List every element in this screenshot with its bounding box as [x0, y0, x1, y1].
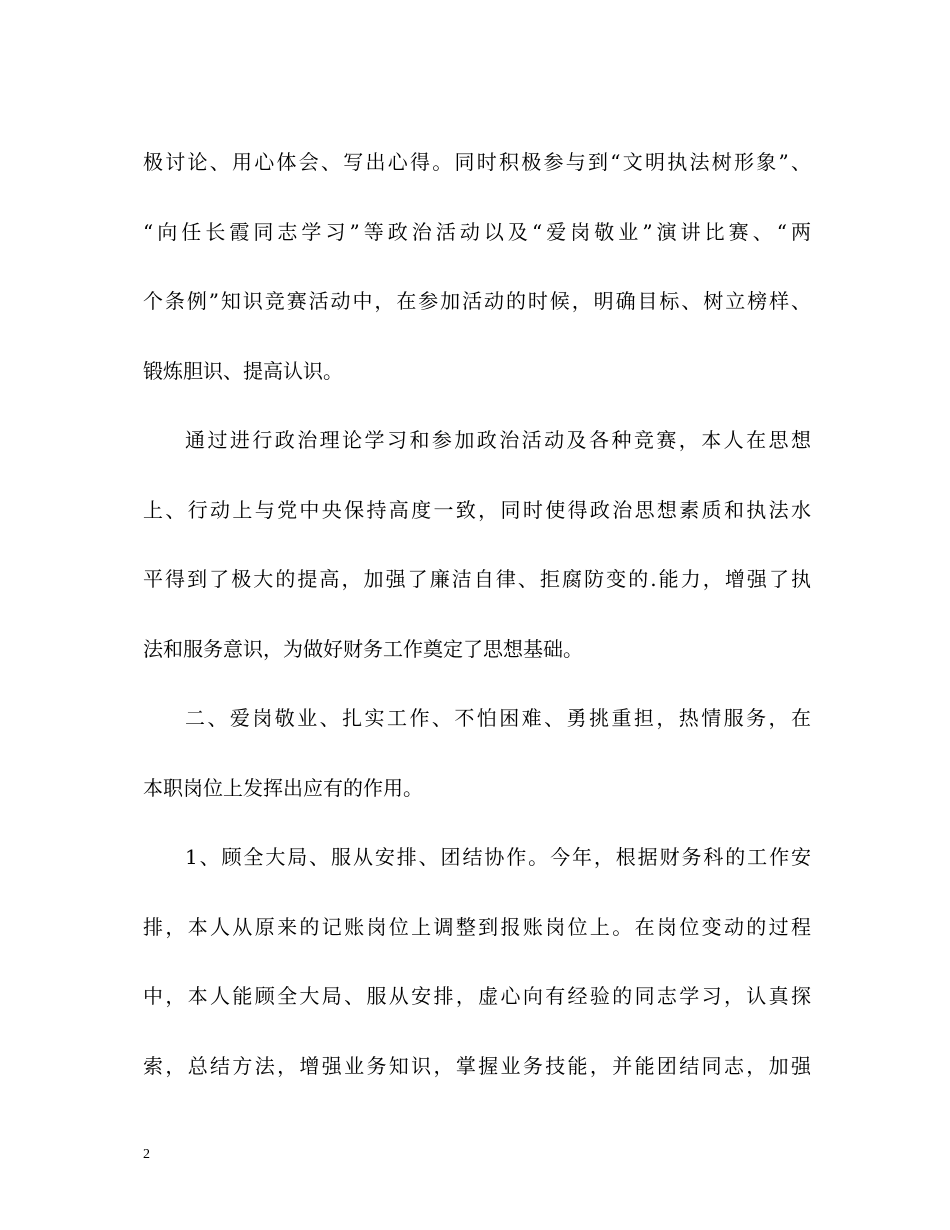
text-line: 索，总结方法，增强业务知识，掌握业务技能，并能团结同志，加强	[143, 1053, 811, 1078]
page-number: 2	[143, 1147, 150, 1162]
text-line: 极讨论、用心体会、写出心得。同时积极参与到“文明执法树形象”、	[143, 150, 811, 174]
text-line: 上、行动上与党中央保持高度一致，同时使得政治思想素质和执法水	[143, 497, 811, 522]
document-body	[143, 140, 811, 1113]
text-line: 锻炼胆识、提高认识。	[143, 358, 343, 383]
text-line: “向任长霞同志学习”等政治活动以及“爱岗敬业”演讲比赛、“两	[143, 219, 811, 244]
text-line: 个条例”知识竞赛活动中，在参加活动的时候，明确目标、树立榜样、	[143, 289, 811, 313]
paragraph-first-line: 通过进行政治理论学习和参加政治活动及各种竞赛，本人在思想	[185, 428, 811, 452]
paragraph-first-line: 1、顾全大局、服从安排、团结协作。今年，根据财务科的工作安	[185, 845, 811, 869]
text-line: 平得到了极大的提高，加强了廉洁自律、拒腐防变的.能力，增强了执	[143, 567, 811, 591]
text-line: 排，本人从原来的记账岗位上调整到报账岗位上。在岗位变动的过程	[143, 914, 811, 939]
section-heading-line: 本职岗位上发挥出应有的作用。	[143, 775, 423, 800]
text-line: 法和服务意识，为做好财务工作奠定了思想基础。	[143, 636, 583, 661]
section-heading-line: 二、爱岗敬业、扎实工作、不怕困难、勇挑重担，热情服务，在	[185, 706, 811, 730]
text-line: 中，本人能顾全大局、服从安排，虚心向有经验的同志学习，认真探	[143, 984, 811, 1008]
